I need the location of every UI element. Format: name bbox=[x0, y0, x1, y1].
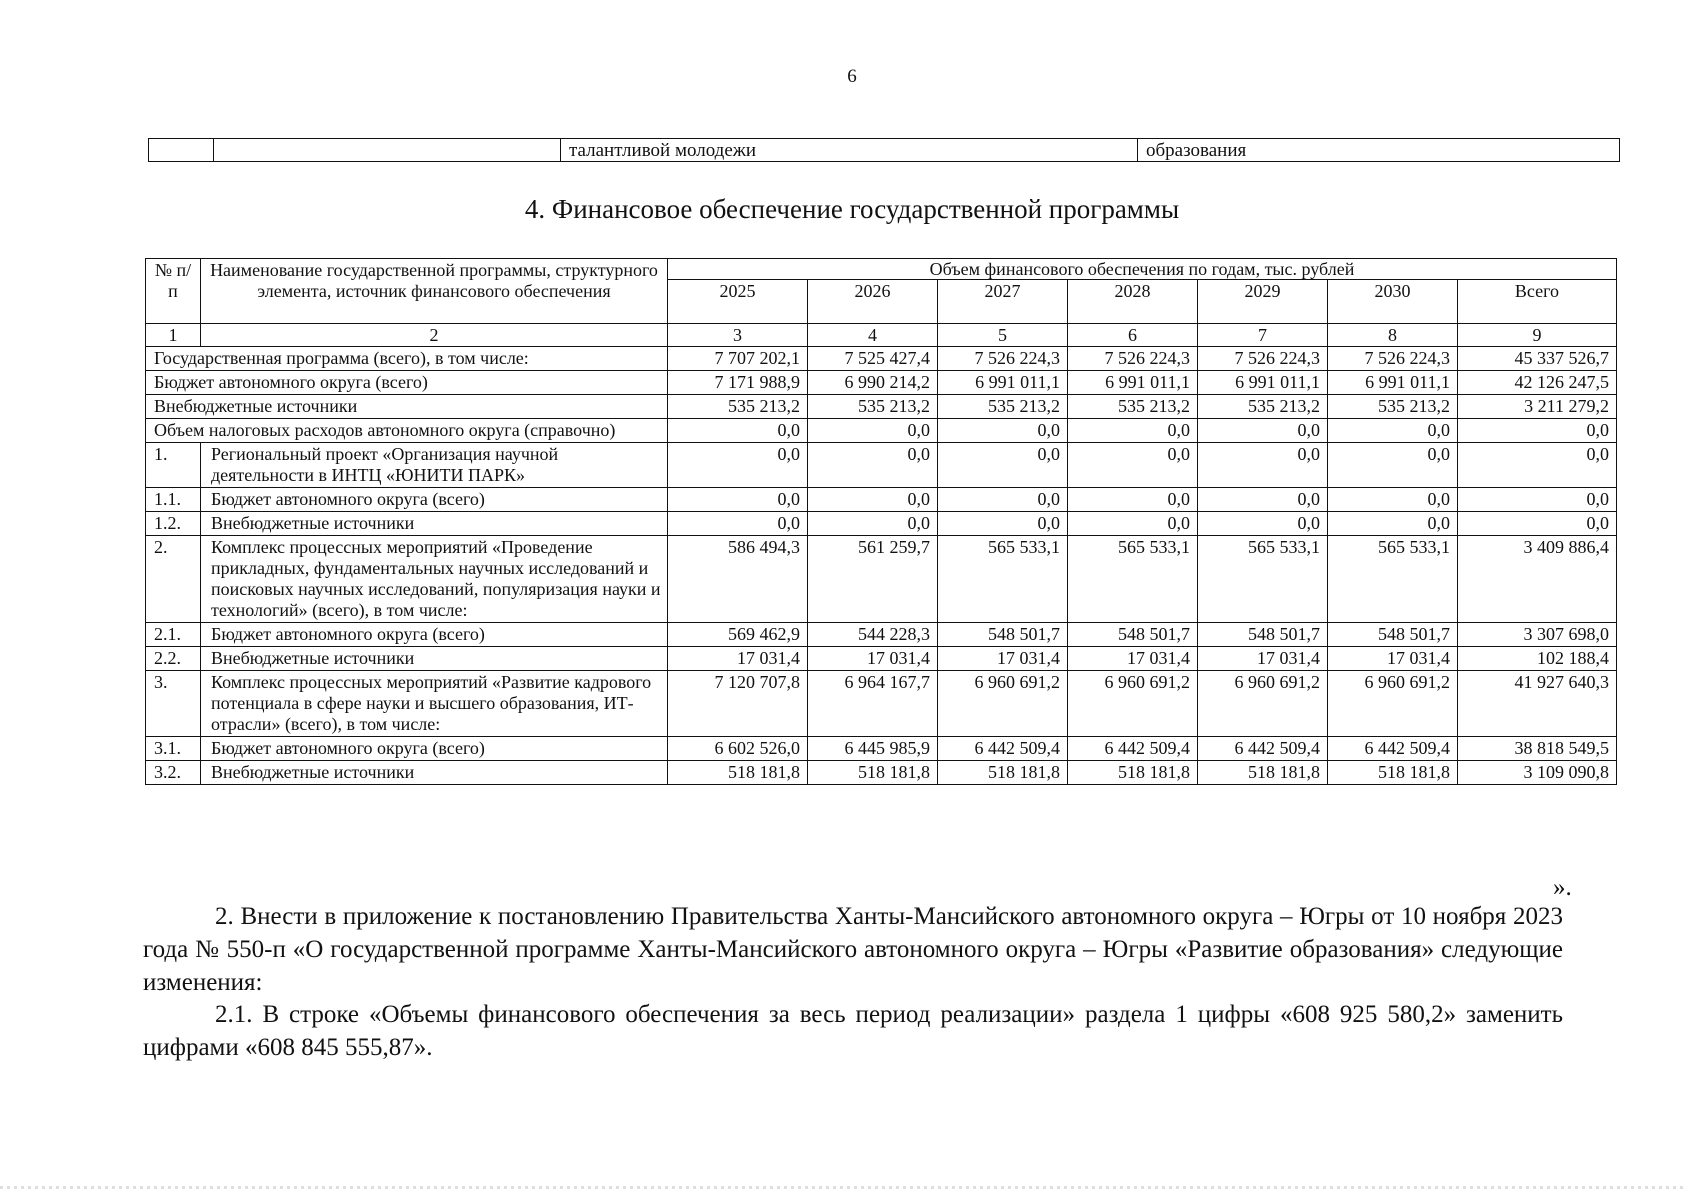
table-row bbox=[146, 488, 1617, 512]
row-value: 6 991 011,1 bbox=[1068, 371, 1198, 395]
row-value: 7 120 707,8 bbox=[668, 671, 808, 737]
row-value: 17 031,4 bbox=[938, 647, 1068, 671]
header-year: 2027 bbox=[938, 280, 1068, 324]
row-name: Комплекс процессных мероприятий «Развитие кадрового потенциала в сфере науки и высшего образования, ИТ-отрасли» (всего), в том числе: bbox=[201, 671, 668, 737]
header-name: Наименование государственной программы, структурного элемента, источник финансового обеспечения bbox=[201, 259, 668, 324]
row-value: 0,0 bbox=[808, 488, 938, 512]
row-value: 41 927 640,3 bbox=[1458, 671, 1617, 737]
table-row bbox=[146, 647, 1617, 671]
column-number: 7 bbox=[1198, 324, 1328, 347]
row-value: 6 960 691,2 bbox=[938, 671, 1068, 737]
row-value: 0,0 bbox=[808, 443, 938, 488]
row-value: 7 526 224,3 bbox=[938, 347, 1068, 371]
column-number: 9 bbox=[1458, 324, 1617, 347]
continuation-cell-empty bbox=[214, 139, 561, 162]
row-value: 0,0 bbox=[1458, 512, 1617, 536]
row-value: 535 213,2 bbox=[668, 395, 808, 419]
column-number: 1 bbox=[146, 324, 201, 347]
row-value: 7 525 427,4 bbox=[808, 347, 938, 371]
row-value: 6 960 691,2 bbox=[1068, 671, 1198, 737]
row-value: 7 526 224,3 bbox=[1198, 347, 1328, 371]
row-value: 6 960 691,2 bbox=[1328, 671, 1458, 737]
row-value: 45 337 526,7 bbox=[1458, 347, 1617, 371]
row-value: 7 526 224,3 bbox=[1068, 347, 1198, 371]
row-value: 565 533,1 bbox=[1198, 536, 1328, 623]
column-number: 4 bbox=[808, 324, 938, 347]
row-name: Региональный проект «Организация научной деятельности в ИНТЦ «ЮНИТИ ПАРК» bbox=[201, 443, 668, 488]
header-year: 2025 bbox=[668, 280, 808, 324]
continuation-cell-text: талантливой молодежи bbox=[561, 139, 1138, 162]
row-name: Бюджет автономного округа (всего) bbox=[146, 371, 668, 395]
row-value: 0,0 bbox=[668, 443, 808, 488]
table-row bbox=[146, 395, 1617, 419]
row-value: 0,0 bbox=[1458, 443, 1617, 488]
row-value: 0,0 bbox=[1068, 512, 1198, 536]
row-value: 0,0 bbox=[1328, 419, 1458, 443]
table-row bbox=[146, 371, 1617, 395]
row-value: 518 181,8 bbox=[808, 761, 938, 785]
row-name: Внебюджетные источники bbox=[201, 647, 668, 671]
row-value: 535 213,2 bbox=[1068, 395, 1198, 419]
continuation-table bbox=[148, 138, 1620, 162]
row-value: 565 533,1 bbox=[1328, 536, 1458, 623]
row-value: 544 228,3 bbox=[808, 623, 938, 647]
row-value: 535 213,2 bbox=[1328, 395, 1458, 419]
row-value: 535 213,2 bbox=[808, 395, 938, 419]
row-value: 0,0 bbox=[1198, 488, 1328, 512]
table-row bbox=[146, 671, 1617, 737]
row-value: 6 442 509,4 bbox=[938, 737, 1068, 761]
header-year: 2026 bbox=[808, 280, 938, 324]
row-value: 0,0 bbox=[938, 443, 1068, 488]
row-value: 0,0 bbox=[808, 512, 938, 536]
row-value: 7 526 224,3 bbox=[1328, 347, 1458, 371]
table-row bbox=[146, 512, 1617, 536]
row-value: 0,0 bbox=[1198, 512, 1328, 536]
table-row bbox=[146, 419, 1617, 443]
row-value: 3 211 279,2 bbox=[1458, 395, 1617, 419]
header-year: 2029 bbox=[1198, 280, 1328, 324]
row-value: 548 501,7 bbox=[1328, 623, 1458, 647]
row-number: 1.1. bbox=[146, 488, 201, 512]
row-value: 0,0 bbox=[808, 419, 938, 443]
row-name: Государственная программа (всего), в том числе: bbox=[146, 347, 668, 371]
row-name: Бюджет автономного округа (всего) bbox=[201, 737, 668, 761]
row-value: 0,0 bbox=[1458, 488, 1617, 512]
row-value: 6 990 214,2 bbox=[808, 371, 938, 395]
row-value: 38 818 549,5 bbox=[1458, 737, 1617, 761]
row-value: 0,0 bbox=[1328, 512, 1458, 536]
column-number: 2 bbox=[201, 324, 668, 347]
row-value: 0,0 bbox=[938, 512, 1068, 536]
header-year: 2028 bbox=[1068, 280, 1198, 324]
row-value: 17 031,4 bbox=[1068, 647, 1198, 671]
row-value: 0,0 bbox=[1458, 419, 1617, 443]
row-value: 518 181,8 bbox=[1328, 761, 1458, 785]
row-name: Внебюджетные источники bbox=[201, 761, 668, 785]
row-value: 17 031,4 bbox=[808, 647, 938, 671]
row-value: 17 031,4 bbox=[1198, 647, 1328, 671]
row-value: 0,0 bbox=[668, 512, 808, 536]
table-row bbox=[146, 536, 1617, 623]
continuation-cell-text: образования bbox=[1138, 139, 1620, 162]
quote-end: ». bbox=[1553, 874, 1572, 901]
row-value: 6 991 011,1 bbox=[938, 371, 1068, 395]
row-number: 3. bbox=[146, 671, 201, 737]
row-number: 2.1. bbox=[146, 623, 201, 647]
row-value: 548 501,7 bbox=[1068, 623, 1198, 647]
column-number: 3 bbox=[668, 324, 808, 347]
body-paragraph: 2. Внести в приложение к постановлению Правительства Ханты-Мансийского автономного округа – Югры от 10 ноября 2023 года № 550-п «О государственной программе Ханты-Мансийского автономного округа – Югры «Развитие образования» следующие изменения: bbox=[143, 903, 1563, 996]
continuation-cell-empty bbox=[149, 139, 214, 162]
table-row bbox=[146, 347, 1617, 371]
row-value: 0,0 bbox=[938, 488, 1068, 512]
row-number: 1. bbox=[146, 443, 201, 488]
table-row bbox=[146, 737, 1617, 761]
row-value: 0,0 bbox=[668, 419, 808, 443]
header-year: 2030 bbox=[1328, 280, 1458, 324]
row-value: 0,0 bbox=[1198, 443, 1328, 488]
row-value: 0,0 bbox=[1068, 488, 1198, 512]
row-value: 7 171 988,9 bbox=[668, 371, 808, 395]
column-number: 6 bbox=[1068, 324, 1198, 347]
row-value: 6 991 011,1 bbox=[1328, 371, 1458, 395]
row-value: 0,0 bbox=[1068, 443, 1198, 488]
row-value: 17 031,4 bbox=[668, 647, 808, 671]
row-value: 518 181,8 bbox=[668, 761, 808, 785]
row-value: 565 533,1 bbox=[1068, 536, 1198, 623]
row-value: 42 126 247,5 bbox=[1458, 371, 1617, 395]
column-number: 8 bbox=[1328, 324, 1458, 347]
row-value: 548 501,7 bbox=[1198, 623, 1328, 647]
row-value: 518 181,8 bbox=[1198, 761, 1328, 785]
row-value: 535 213,2 bbox=[938, 395, 1068, 419]
row-value: 565 533,1 bbox=[938, 536, 1068, 623]
page-number: 6 bbox=[847, 66, 857, 87]
row-value: 0,0 bbox=[668, 488, 808, 512]
row-value: 17 031,4 bbox=[1328, 647, 1458, 671]
header-volume: Объем финансового обеспечения по годам, тыс. рублей bbox=[668, 259, 1617, 280]
financing-table bbox=[145, 258, 1617, 785]
row-value: 6 602 526,0 bbox=[668, 737, 808, 761]
row-value: 586 494,3 bbox=[668, 536, 808, 623]
row-value: 6 442 509,4 bbox=[1068, 737, 1198, 761]
row-number: 2. bbox=[146, 536, 201, 623]
row-name: Внебюджетные источники bbox=[201, 512, 668, 536]
scan-artifact bbox=[0, 1186, 1686, 1189]
row-name: Комплекс процессных мероприятий «Проведение прикладных, фундаментальных научных исследований и поисковых научных исследований, популяризация науки и технологий» (всего), в том числе: bbox=[201, 536, 668, 623]
row-value: 6 442 509,4 bbox=[1198, 737, 1328, 761]
column-number: 5 bbox=[938, 324, 1068, 347]
row-name: Внебюджетные источники bbox=[146, 395, 668, 419]
row-value: 6 442 509,4 bbox=[1328, 737, 1458, 761]
row-value: 569 462,9 bbox=[668, 623, 808, 647]
section-heading: 4. Финансовое обеспечение государственной программы bbox=[524, 194, 1180, 224]
row-value: 0,0 bbox=[1328, 488, 1458, 512]
row-number: 3.2. bbox=[146, 761, 201, 785]
row-value: 535 213,2 bbox=[1198, 395, 1328, 419]
body-paragraph: 2.1. В строке «Объемы финансового обеспечения за весь период реализации» раздела 1 цифры «608 925 580,2» заменить цифрами «608 845 555,87». bbox=[143, 1001, 1563, 1061]
row-value: 102 188,4 bbox=[1458, 647, 1617, 671]
row-name: Объем налоговых расходов автономного округа (справочно) bbox=[146, 419, 668, 443]
table-row bbox=[146, 761, 1617, 785]
row-value: 518 181,8 bbox=[938, 761, 1068, 785]
row-value: 548 501,7 bbox=[938, 623, 1068, 647]
table-row bbox=[146, 443, 1617, 488]
row-value: 6 445 985,9 bbox=[808, 737, 938, 761]
row-name: Бюджет автономного округа (всего) bbox=[201, 488, 668, 512]
row-number: 1.2. bbox=[146, 512, 201, 536]
header-year: Всего bbox=[1458, 280, 1617, 324]
row-value: 0,0 bbox=[1328, 443, 1458, 488]
row-name: Бюджет автономного округа (всего) bbox=[201, 623, 668, 647]
row-value: 561 259,7 bbox=[808, 536, 938, 623]
row-number: 3.1. bbox=[146, 737, 201, 761]
row-number: 2.2. bbox=[146, 647, 201, 671]
row-value: 0,0 bbox=[1198, 419, 1328, 443]
row-value: 3 409 886,4 bbox=[1458, 536, 1617, 623]
row-value: 3 109 090,8 bbox=[1458, 761, 1617, 785]
row-value: 518 181,8 bbox=[1068, 761, 1198, 785]
table-row bbox=[146, 623, 1617, 647]
row-value: 3 307 698,0 bbox=[1458, 623, 1617, 647]
row-value: 7 707 202,1 bbox=[668, 347, 808, 371]
header-num: № п/п bbox=[146, 259, 201, 324]
row-value: 6 960 691,2 bbox=[1198, 671, 1328, 737]
row-value: 0,0 bbox=[1068, 419, 1198, 443]
row-value: 6 991 011,1 bbox=[1198, 371, 1328, 395]
row-value: 0,0 bbox=[938, 419, 1068, 443]
row-value: 6 964 167,7 bbox=[808, 671, 938, 737]
